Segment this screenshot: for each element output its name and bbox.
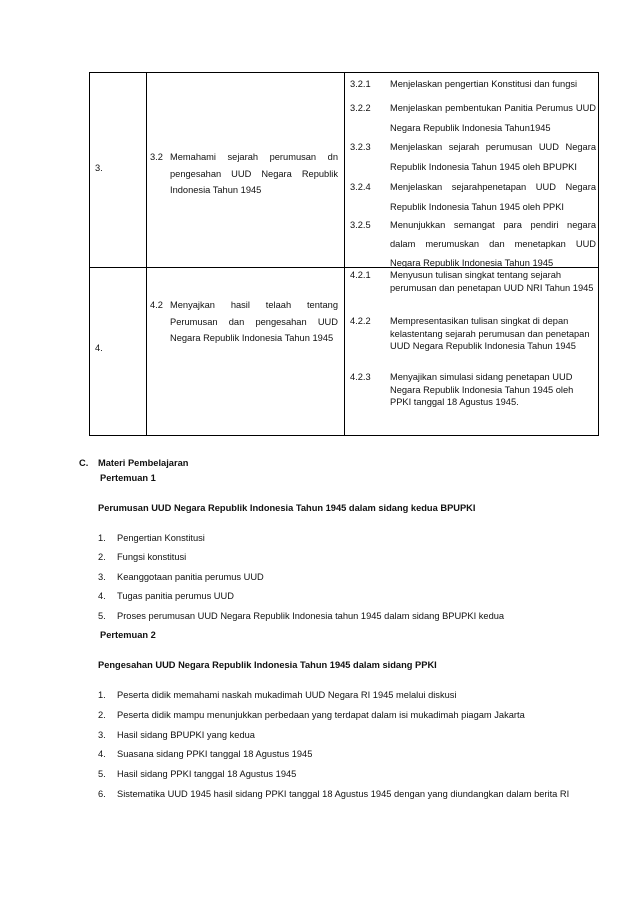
indicator-code: 3.2.1 [350,79,371,89]
section-label: C. [79,458,89,468]
meeting-subtitle: Pengesahan UUD Negara Republik Indonesia Tahun 1945 dalam sidang PPKI [98,660,437,670]
indicator-code: 3.2.5 [350,220,371,230]
indicator-text: Menjelaskan sejarah perumusan UUD Negara Republik Indonesia Tahun 1945 oleh BPUPKI [390,142,596,172]
meeting-title: Pertemuan 2 [100,630,156,640]
indicator-text: Menyajikan simulasi sidang penetapan UUD Negara Republik Indonesia Tahun 1945 oleh PPKI tanggal 18 Agustus 1945. [390,372,574,407]
column-divider [146,73,147,435]
indicator-text: Menyusun tulisan singkat tentang sejarah perumusan dan penetapan UUD NRI Tahun 1945 [390,270,594,293]
indicator-text: Menjelaskan sejarahpenetapan UUD Negara Republik Indonesia Tahun 1945 oleh PPKI [390,182,596,212]
section-heading: Materi Pembelajaran [98,458,189,468]
indicator-code: 4.2.1 [350,270,371,280]
indicator-text: Mempresentasikan tulisan singkat di depan kelastentang sejarah perumusan dan penetapan UUD Negara Republik Indonesia Tahun 1945 [390,316,590,351]
row-number: 3. [95,163,103,173]
indicator-text: Menjelaskan pembentukan Panitia Perumus UUD Negara Republik Indonesia Tahun1945 [390,103,596,133]
indicator-text: Menjelaskan pengertian Konstitusi dan fungsi [390,79,578,89]
kd-code: 3.2 [150,152,163,162]
row-number: 4. [95,343,103,353]
kd-code: 4.2 [150,300,163,310]
indicator-text: Menunjukkan semangat para pendiri negara dalam merumuskan dan menetapkan UUD Negara Republik Indonesia Tahun 1945 [390,220,596,268]
competency-table [89,72,599,436]
column-divider [344,73,345,435]
kd-text: Menyajkan hasil telaah tentang Perumusan dan pengesahan UUD Negara Republik Indonesia Tahun 1945 [170,300,338,343]
kd-text: Memahami sejarah perumusan dn pengesahan UUD Negara Republik Indonesia Tahun 1945 [170,152,338,195]
indicator-code: 4.2.2 [350,316,371,326]
indicator-code: 3.2.2 [350,103,371,113]
kd-cell [150,297,338,347]
meeting-title: Pertemuan 1 [100,473,156,483]
indicator-code: 3.2.4 [350,182,371,192]
indicator-code: 4.2.3 [350,372,371,382]
indicator-code: 3.2.3 [350,142,371,152]
kd-cell [150,149,338,199]
meeting-subtitle: Perumusan UUD Negara Republik Indonesia Tahun 1945 dalam sidang kedua BPUPKI [98,503,476,513]
